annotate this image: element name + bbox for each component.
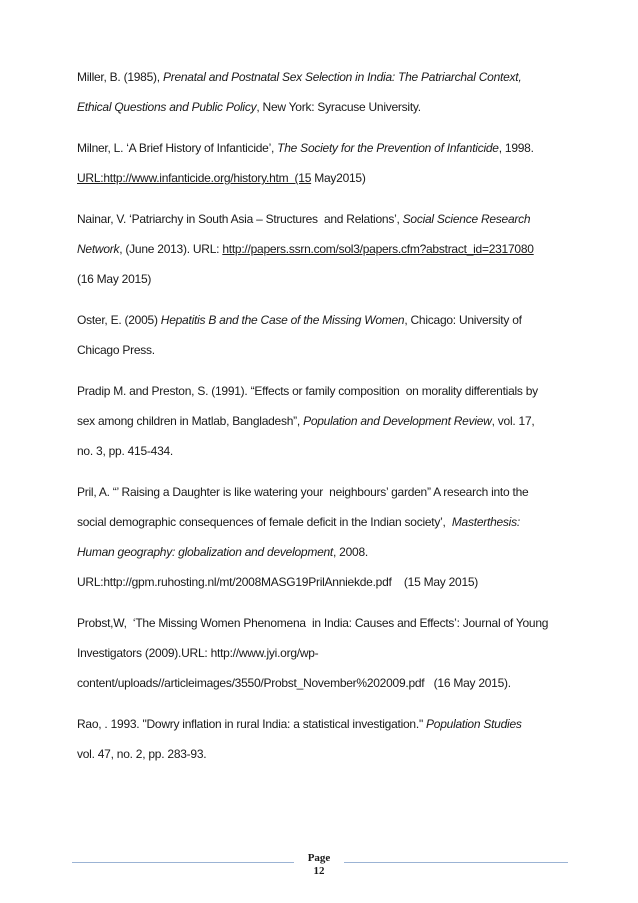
reference-text: social demographic consequences of female deficit in the Indian society’, <box>77 515 452 529</box>
page-label: Page <box>307 852 331 864</box>
reference-line <box>77 62 577 92</box>
reference-text: , Chicago: University of <box>404 313 522 327</box>
reference-line <box>77 507 577 537</box>
reference-title: Human geography: globalization and development <box>77 545 334 559</box>
reference-entry <box>77 62 577 122</box>
reference-entry <box>77 133 577 193</box>
reference-text: Probst,W, ‘The Missing Women Phenomena in India: Causes and Effects’: Journal of Young <box>77 616 549 630</box>
reference-title: Population Studies <box>426 717 522 731</box>
reference-text: sex among children in Matlab, Bangladesh”, <box>77 414 304 428</box>
reference-line <box>77 477 577 507</box>
reference-title: Social Science Research <box>402 212 531 226</box>
reference-line <box>77 92 577 122</box>
reference-entry <box>77 608 577 698</box>
reference-entry <box>77 204 577 294</box>
reference-line <box>77 537 577 567</box>
reference-text: , 2008. <box>333 545 368 559</box>
reference-line <box>77 335 577 365</box>
reference-list <box>77 62 577 780</box>
reference-line <box>77 739 577 769</box>
reference-line <box>77 436 577 466</box>
reference-entry <box>77 376 577 466</box>
reference-line <box>77 264 577 294</box>
reference-line <box>77 163 577 193</box>
reference-entry <box>77 709 577 769</box>
reference-line <box>77 668 577 698</box>
reference-text: URL:http://gpm.ruhosting.nl/mt/2008MASG19PrilAnniekde.pdf (15 May 2015) <box>77 575 479 589</box>
reference-text: content/uploads//articleimages/3550/Probst_November%202009.pdf (16 May 2015). <box>77 676 511 690</box>
reference-text: no. 3, pp. 415-434. <box>77 444 173 458</box>
reference-text: vol. 47, no. 2, pp. 283-93. <box>77 747 207 761</box>
reference-line <box>77 709 577 739</box>
reference-line <box>77 376 577 406</box>
reference-title: Prenatal and Postnatal Sex Selection in India: The Patriarchal Context, <box>162 70 522 84</box>
reference-text: Pril, A. “’ Raising a Daughter is like watering your neighbours’ garden” A research into the <box>77 485 529 499</box>
reference-title: Population and Development Review <box>303 414 492 428</box>
page-footer <box>72 852 568 882</box>
reference-line <box>77 234 577 264</box>
reference-text: , 1998. <box>498 141 534 155</box>
reference-title: The Society for the Prevention of Infanticide <box>277 141 499 155</box>
reference-text: Chicago Press. <box>77 343 155 357</box>
reference-text: Oster, E. (2005) <box>77 313 161 327</box>
reference-text: Rao, . 1993. "Dowry inflation in rural India: a statistical investigation." <box>77 717 427 731</box>
reference-text: (16 May 2015) <box>77 272 152 286</box>
reference-line <box>77 608 577 638</box>
page-number: 12 <box>313 865 325 877</box>
reference-text: , (June 2013). URL: <box>119 242 223 256</box>
reference-link[interactable]: URL:http://www.infanticide.org/history.htm (15 <box>77 171 312 185</box>
reference-text: , vol. 17, <box>491 414 535 428</box>
reference-entry <box>77 305 577 365</box>
reference-line <box>77 133 577 163</box>
footer-rule-right <box>344 862 568 863</box>
reference-title: Network <box>77 242 120 256</box>
reference-text: Nainar, V. ‘Patriarchy in South Asia – Structures and Relations’, <box>77 212 403 226</box>
reference-title: Hepatitis B and the Case of the Missing Women <box>160 313 405 327</box>
page-number-box <box>294 852 344 878</box>
reference-line <box>77 305 577 335</box>
reference-text: , New York: Syracuse University. <box>256 100 421 114</box>
footer-rule-left <box>72 862 294 863</box>
reference-title: Ethical Questions and Public Policy <box>77 100 257 114</box>
reference-line <box>77 204 577 234</box>
reference-text: Investigators (2009).URL: http://www.jyi.org/wp- <box>77 646 319 660</box>
reference-text: May2015) <box>311 171 366 185</box>
reference-text: Pradip M. and Preston, S. (1991). “Effects or family composition on morality differentials by <box>77 384 538 398</box>
reference-line <box>77 406 577 436</box>
reference-text: Miller, B. (1985), <box>77 70 163 84</box>
reference-entry <box>77 477 577 597</box>
reference-line <box>77 567 577 597</box>
reference-link[interactable]: http://papers.ssrn.com/sol3/papers.cfm?abstract_id=2317080 <box>222 242 534 256</box>
reference-text: Milner, L. ‘A Brief History of Infanticide’, <box>77 141 278 155</box>
reference-title: Masterthesis: <box>451 515 520 529</box>
reference-line <box>77 638 577 668</box>
